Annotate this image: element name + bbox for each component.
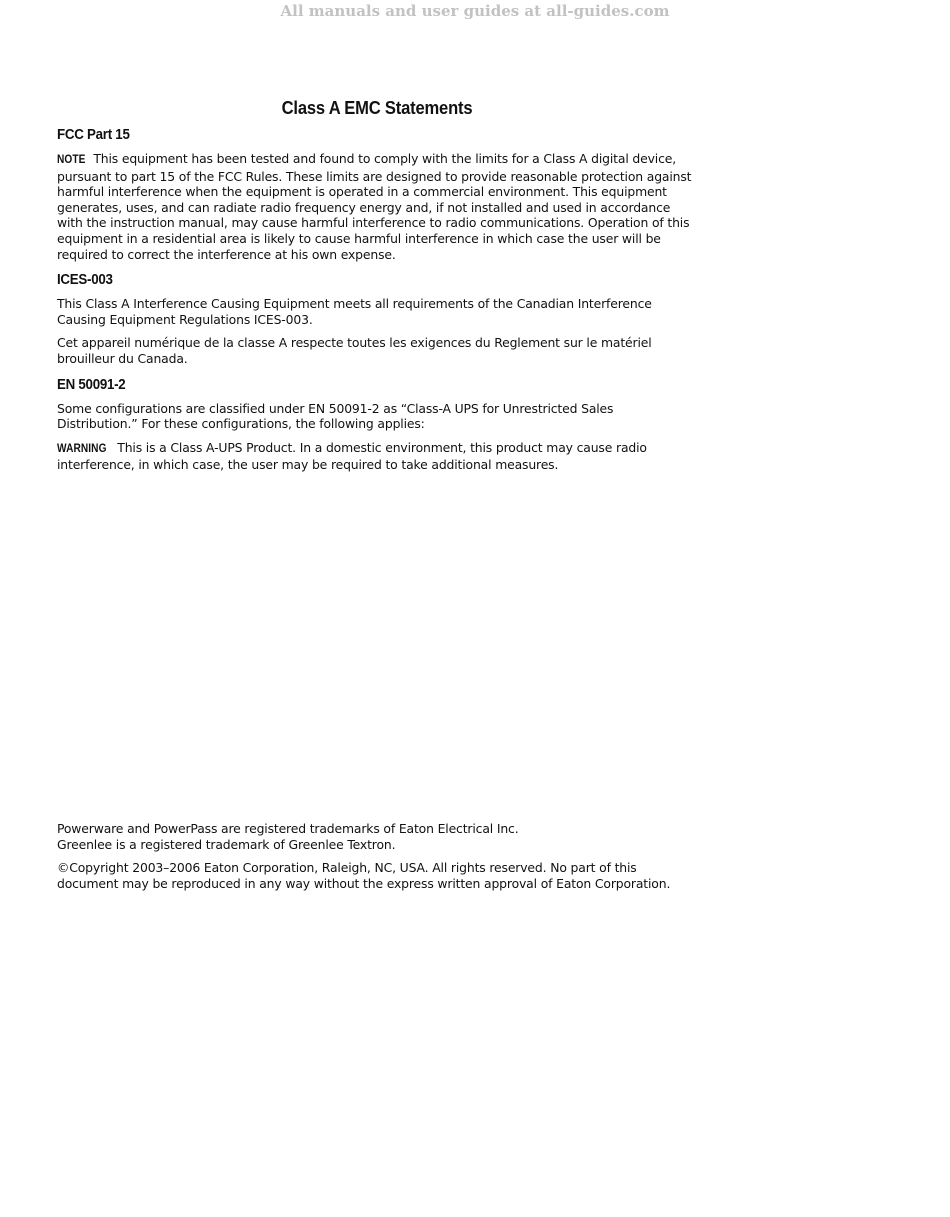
trademark-line-1: Powerware and PowerPass are registered trademarks of Eaton Electrical Inc. [57,821,519,836]
trademark-line-2: Greenlee is a registered trademark of Greenlee Textron. [57,836,396,852]
warning-label: WARNING [57,442,107,455]
en50091-section [57,377,697,473]
document-body [57,98,697,481]
fcc-section [57,127,697,262]
fcc-note [57,151,697,262]
ices-paragraph-fr: Cet appareil numérique de la classe A respecte toutes les exigences du Reglement sur le matériel brouilleur du Canada. [57,335,652,366]
ices-heading: ICES-003 [57,272,113,289]
footer [57,821,697,899]
ices-paragraph-en: This Class A Interference Causing Equipment meets all requirements of the Canadian Interference Causing Equipment Regulations ICES-003. [57,296,652,327]
trademark-notice [57,821,697,852]
en50091-heading: EN 50091-2 [57,376,126,393]
page-title: Class A EMC Statements [281,98,473,118]
note-text: This equipment has been tested and found to comply with the limits for a Class A digital device, pursuant to part 15 of the FCC Rules. These limits are designed to provide reasonable protection against harmful interference when the equipment is operated in a commercial environment. This equipment generates, uses, and can radiate radio frequency energy and, if not installed and used in accordance with the instruction manual, may cause harmful interference to radio communications. Operation of this equipment in a residential area is likely to cause harmful interference in which case the user will be required to correct the interference at his own expense. [57,151,692,262]
en50091-paragraph: Some configurations are classified under EN 50091-2 as “Class-A UPS for Unrestricted Sales Distribution.” For these configurations, the following applies: [57,400,614,432]
warning-text: This is a Class A-UPS Product. In a domestic environment, this product may cause radio interference, in which case, the user may be required to take additional measures. [57,439,647,473]
copyright-notice: ©Copyright 2003–2006 Eaton Corporation, Raleigh, NC, USA. All rights reserved. No part of this document may be reproduced in any way without the express written approval of Eaton Corporation. [57,860,671,891]
note-label: NOTE [57,154,86,166]
watermark: All manuals and user guides at all-guides.com [280,2,670,20]
en50091-warning [57,440,697,473]
fcc-heading: FCC Part 15 [57,127,130,143]
ices-section [57,272,697,366]
